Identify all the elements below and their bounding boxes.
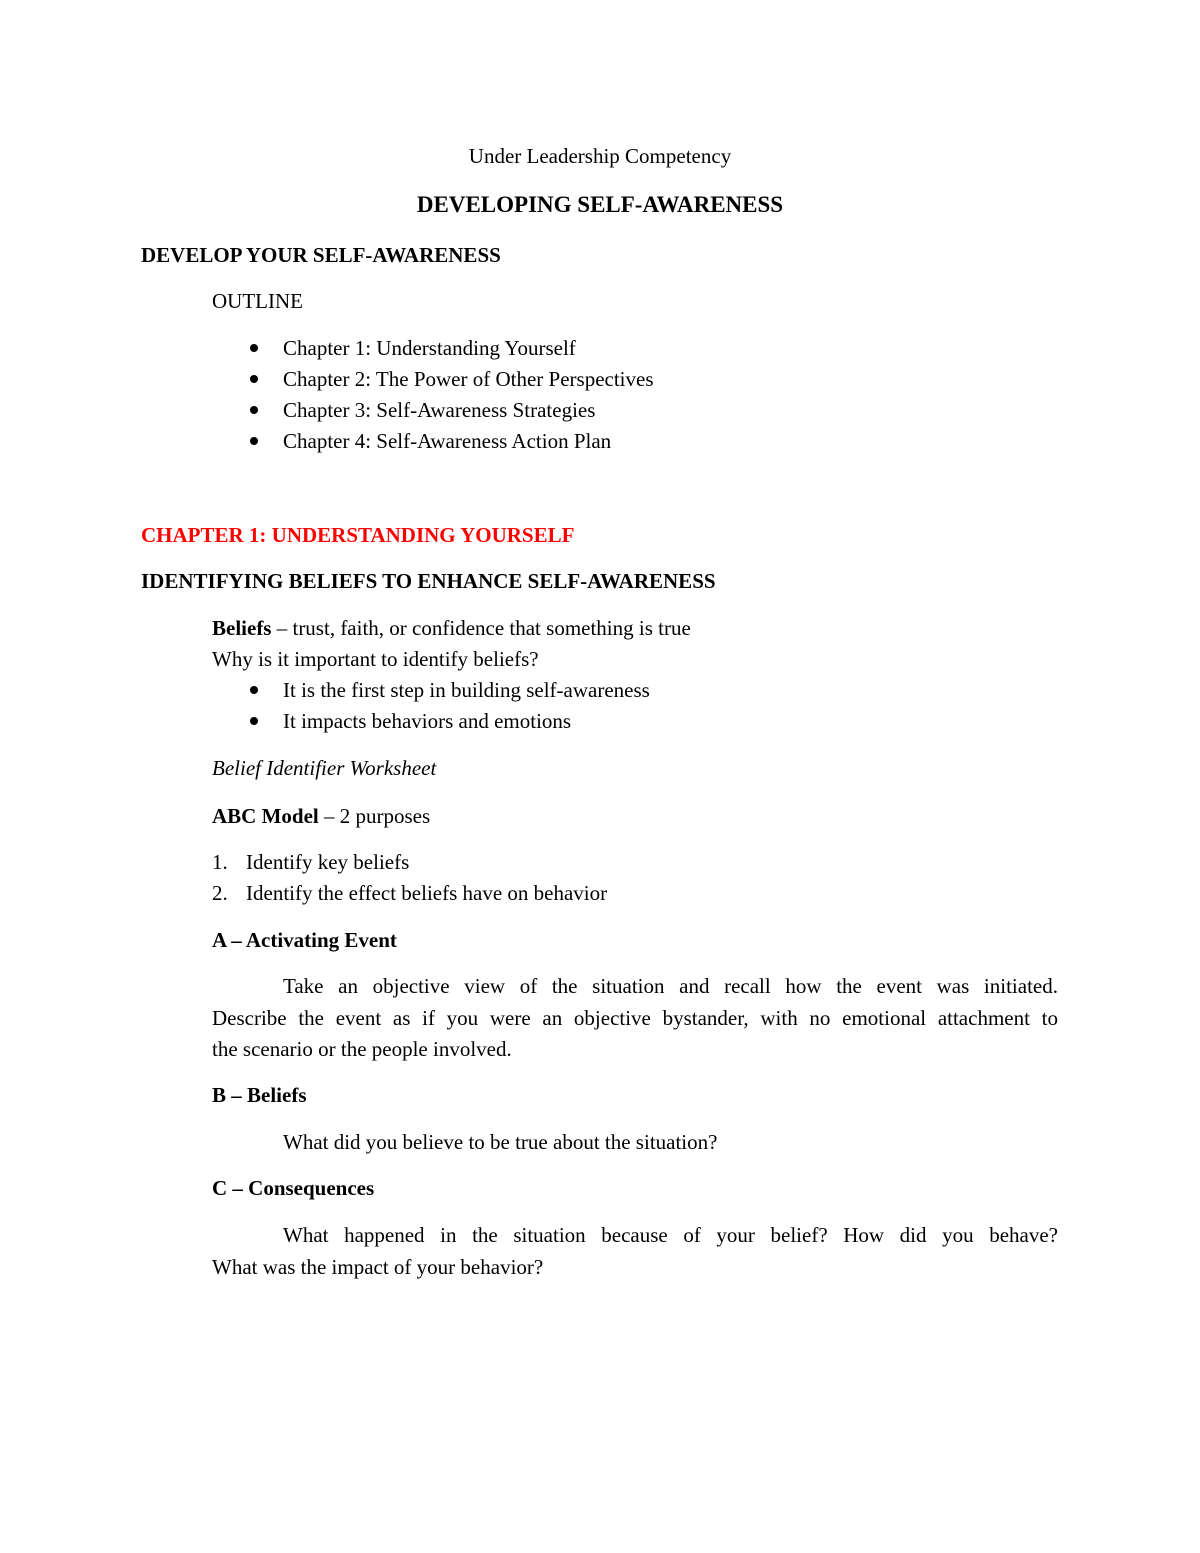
- abc-model-definition: [212, 803, 430, 829]
- chapter-subheading: IDENTIFYING BELIEFS TO ENHANCE SELF-AWARENESS: [141, 569, 716, 593]
- bullet-icon: [250, 375, 258, 383]
- bullet-icon: [250, 437, 258, 445]
- outline-item: Chapter 1: Understanding Yourself: [283, 336, 576, 360]
- purpose-number: 1.: [212, 850, 228, 874]
- chapter-heading: CHAPTER 1: UNDERSTANDING YOURSELF: [141, 523, 575, 547]
- section-heading: DEVELOP YOUR SELF-AWARENESS: [141, 243, 501, 267]
- beliefs-term: Beliefs: [212, 616, 272, 640]
- outline-item: Chapter 4: Self-Awareness Action Plan: [283, 429, 612, 453]
- outline-item: Chapter 3: Self-Awareness Strategies: [283, 398, 596, 422]
- purpose-item: Identify the effect beliefs have on behavior: [246, 881, 608, 905]
- reason-item: It impacts behaviors and emotions: [283, 709, 572, 733]
- beliefs-question: Why is it important to identify beliefs?: [212, 647, 539, 671]
- outline-item: Chapter 2: The Power of Other Perspectives: [283, 367, 654, 391]
- reason-item: It is the first step in building self-awareness: [283, 678, 650, 702]
- document-subtitle: Under Leadership Competency: [468, 144, 732, 168]
- beliefs-definition-text: – trust, faith, or confidence that something is true: [271, 616, 691, 640]
- abc-model-term: ABC Model: [212, 804, 319, 828]
- purpose-item: Identify key beliefs: [246, 850, 410, 874]
- beliefs-text: What did you believe to be true about the situation?: [283, 1130, 718, 1154]
- purpose-number: 2.: [212, 881, 228, 905]
- beliefs-heading: B – Beliefs: [212, 1083, 307, 1107]
- document-title: DEVELOPING SELF-AWARENESS: [416, 192, 784, 217]
- worksheet-title: Belief Identifier Worksheet: [212, 756, 437, 780]
- consequences-text-line: What was the impact of your behavior?: [212, 1255, 544, 1279]
- bullet-icon: [250, 406, 258, 414]
- beliefs-definition: [212, 615, 691, 641]
- abc-model-definition-text: – 2 purposes: [318, 804, 431, 828]
- activating-event-heading: A – Activating Event: [212, 928, 397, 952]
- consequences-text-line: What happened in the situation because of your belief? How did you behave?: [283, 1223, 1058, 1247]
- consequences-heading: C – Consequences: [212, 1176, 375, 1200]
- outline-label: OUTLINE: [212, 289, 303, 313]
- bullet-icon: [250, 344, 258, 352]
- activating-event-text-line: the scenario or the people involved.: [212, 1037, 512, 1061]
- activating-event-text-line: Describe the event as if you were an objective bystander, with no emotional attachment to: [212, 1006, 1058, 1030]
- activating-event-text-line: Take an objective view of the situation and recall how the event was initiated.: [283, 974, 1058, 998]
- bullet-icon: [250, 686, 258, 694]
- bullet-icon: [250, 717, 258, 725]
